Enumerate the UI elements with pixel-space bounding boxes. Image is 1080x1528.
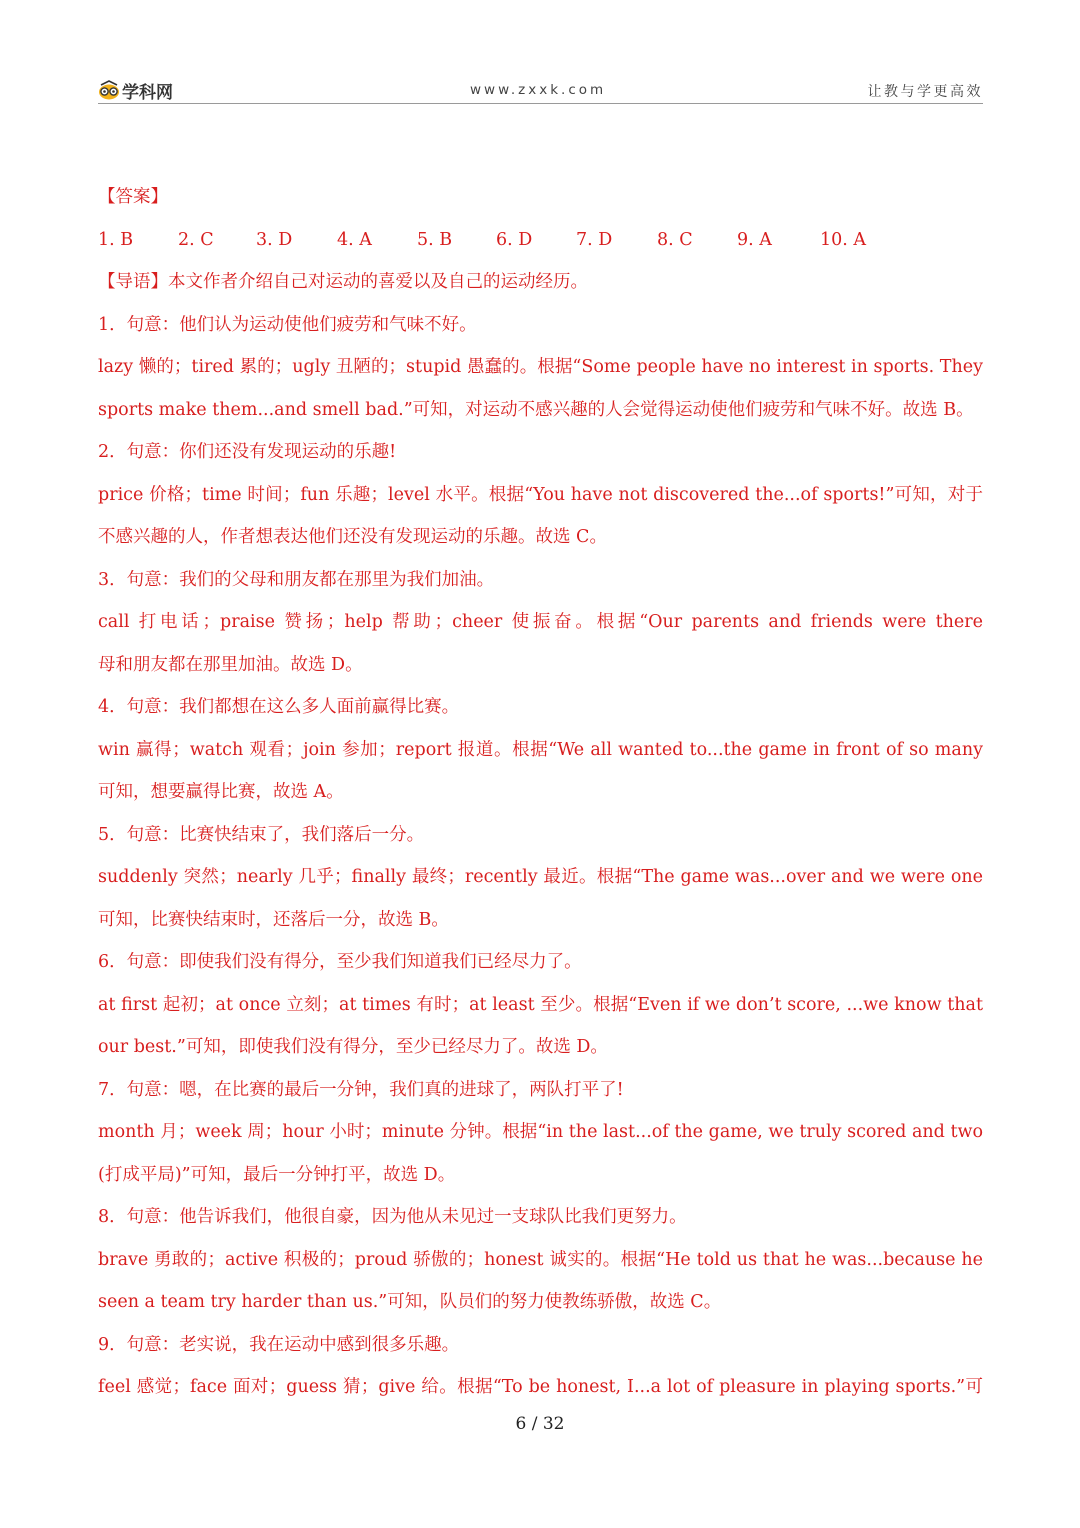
answer-item: 9. A (737, 229, 772, 250)
explanation-line: price 价格；time 时间；fun 乐趣；level 水平。根据“You have not discovered the...of sports!”可知，对于 (98, 484, 983, 505)
answer-item: 7. D (576, 229, 613, 250)
explanation-line: 母和朋友都在那里加油。故选 D。 (98, 654, 363, 675)
sentence-meaning: 7．句意：嗯，在比赛的最后一分钟，我们真的进球了，两队打平了! (98, 1079, 624, 1100)
sentence-meaning: 5．句意：比赛快结束了，我们落后一分。 (98, 824, 425, 845)
answer-key-row (98, 219, 983, 262)
explanation-line: 可知，比赛快结束时，还落后一分，故选 B。 (98, 909, 449, 930)
sentence-meaning: 1．句意：他们认为运动使他们疲劳和气味不好。 (98, 314, 477, 335)
answer-item: 2. C (178, 229, 214, 250)
logo-text: 学科网 (122, 82, 173, 103)
explanation-line: month 月；week 周；hour 小时；minute 分钟。根据“in the last...of the game, we truly scored and two (98, 1122, 983, 1142)
site-url[interactable]: www.zxxk.com (470, 82, 607, 98)
answer-item: 1. B (98, 229, 134, 250)
explanation-line: 可知，想要赢得比赛，故选 A。 (98, 782, 344, 802)
answer-item: 8. C (657, 229, 693, 250)
sentence-meaning: 4．句意：我们都想在这么多人面前赢得比赛。 (98, 697, 460, 717)
explanation-line: brave 勇敢的；active 积极的；proud 骄傲的；honest 诚实的。根据“He told us that he was...because he (98, 1249, 983, 1270)
answer-item: 4. A (337, 229, 372, 250)
page-number: 6 / 32 (515, 1414, 565, 1434)
explanation-line: call 打电话；praise 赞扬；help 帮助；cheer 使振奋。根据“Our parents and friends were there (98, 612, 983, 632)
site-logo[interactable] (98, 78, 173, 102)
explanation-line: (打成平局)”可知，最后一分钟打平，故选 D。 (98, 1164, 456, 1185)
page-header (98, 76, 983, 106)
sentence-meaning: 8．句意：他告诉我们，他很自豪，因为他从未见过一支球队比我们更努力。 (98, 1207, 687, 1227)
explanation-line: feel 感觉；face 面对；guess 猜；give 给。根据“To be honest, I...a lot of pleasure in playing sports.”可 (98, 1377, 983, 1397)
sentence-meaning: 9．句意：老实说，我在运动中感到很多乐趣。 (98, 1334, 460, 1355)
explanation-line: at first 起初；at once 立刻；at times 有时；at least 至少。根据“Even if we don’t score, ...we know that (98, 994, 983, 1015)
explanation-line: suddenly 突然；nearly 几乎；finally 最终；recently 最近。根据“The game was...over and we were one (98, 867, 983, 887)
header-slogan: 让教与学更高效 (867, 84, 983, 100)
owl-logo-icon (98, 80, 120, 100)
explanation-line: seen a team try harder than us.”可知，队员们的努力使教练骄傲，故选 C。 (98, 1292, 722, 1312)
explanation-line: our best.”可知，即使我们没有得分，至少已经尽力了。故选 D。 (98, 1037, 608, 1057)
explanation-line: 不感兴趣的人，作者想表达他们还没有发现运动的乐趣。故选 C。 (98, 527, 607, 547)
answer-item: 6. D (496, 229, 533, 250)
answer-item: 3. D (256, 229, 293, 250)
sentence-meaning: 6．句意：即使我们没有得分，至少我们知道我们已经尽力了。 (98, 952, 582, 972)
answer-content (98, 176, 983, 1409)
intro-line: 【导语】本文作者介绍自己对运动的喜爱以及自己的运动经历。 (98, 272, 588, 292)
explanation-line: lazy 懒的；tired 累的；ugly 丑陋的；stupid 愚蠢的。根据“Some people have no interest in sports. They (98, 357, 983, 377)
answer-item: 10. A (820, 229, 867, 250)
header-divider (98, 103, 983, 104)
explanation-line: win 赢得；watch 观看；join 参加；report 报道。根据“We all wanted to...the game in front of so many (98, 739, 983, 760)
explanation-line: sports make them...and smell bad.”可知，对运动不感兴趣的人会觉得运动使他们疲劳和气味不好。故选 B。 (98, 399, 974, 420)
sentence-meaning: 2．句意：你们还没有发现运动的乐趣! (98, 442, 397, 462)
sentence-meaning: 3．句意：我们的父母和朋友都在那里为我们加油。 (98, 569, 495, 590)
answer-heading: 【答案】 (98, 187, 168, 207)
answer-item: 5. B (417, 229, 453, 250)
